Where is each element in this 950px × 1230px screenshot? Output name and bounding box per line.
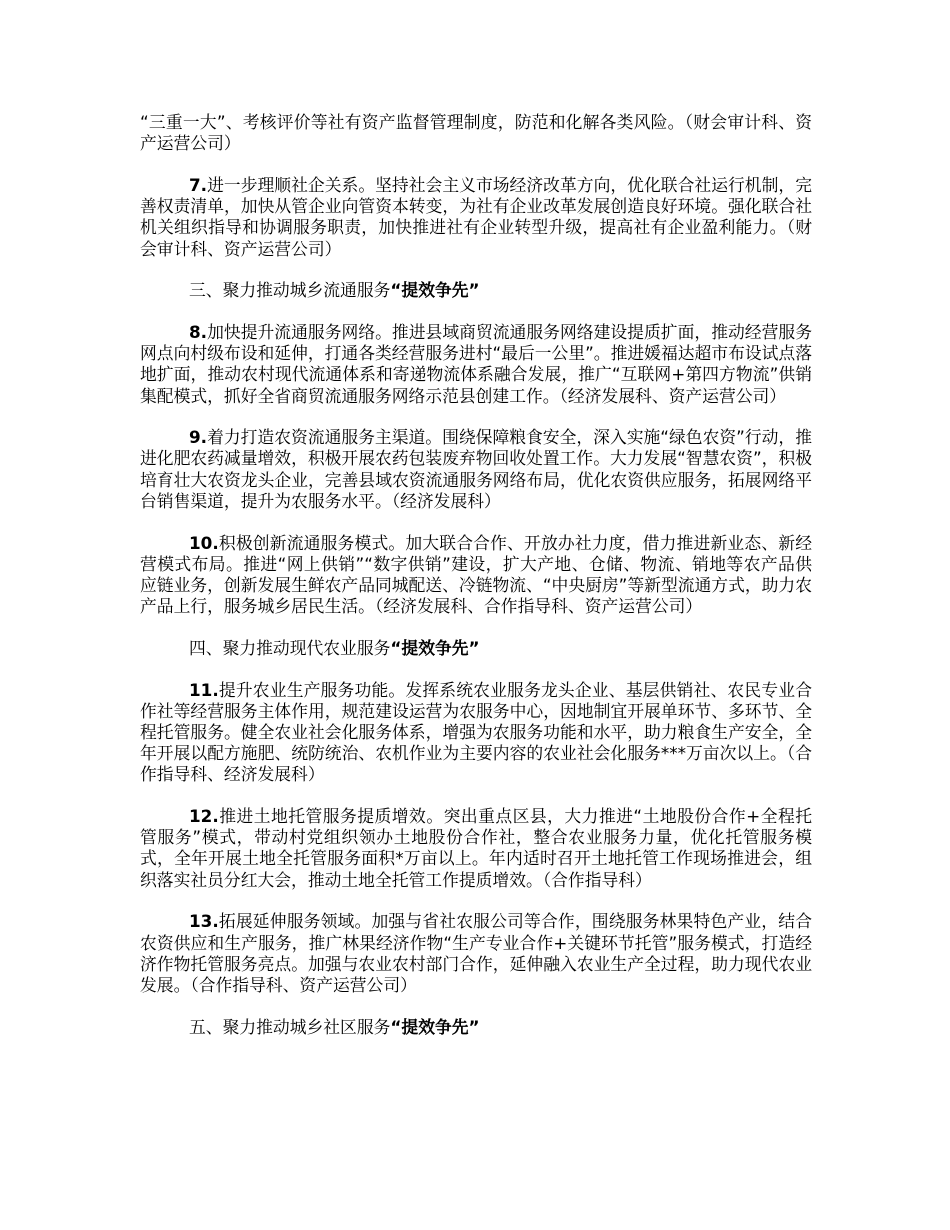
heading-text: 五、聚力推动城乡社区服务	[189, 1016, 391, 1037]
heading-emphasis: “提效争先”	[390, 280, 480, 301]
section-heading-4	[140, 638, 812, 659]
paragraph-text: 着力打造农资流通服务主渠道。围绕保障粮食安全，深入实施“绿色农资”行动，推进化肥农药减量增效，积极开展农药包装废弃物回收处置工作。大力发展“智慧农资”，积极培育壮大农资龙头企业，完善县域农资流通服务网络布局，优化农资供应服务，拓展网络平台销售渠道，提升为农服务水平。（经济发展科）	[140, 427, 812, 511]
item-number: 13.	[189, 911, 219, 932]
paragraph-text: “三重一大”、考核评价等社有资产监督管理制度，防范和化解各类风险。（财会审计科、资产运营公司）	[140, 112, 812, 154]
paragraph-text: 拓展延伸服务领域。加强与省社农服公司等合作，围绕服务林果特色产业，结合农资供应和生产服务，推广林果经济作物“生产专业合作+关键环节托管”服务模式，打造经济作物托管服务亮点。加强与农业农村部门合作，延伸融入农业生产全过程，助力现代农业发展。（合作指导科、资产运营公司）	[140, 911, 812, 995]
heading-emphasis: “提效争先”	[390, 637, 480, 658]
paragraph-text: 提升农业生产服务功能。发挥系统农业服务龙头企业、基层供销社、农民专业合作社等经营服务主体作用，规范建设运营为农服务中心，因地制宜开展单环节、多环节、全程托管服务。健全农业社会化服务体系，增强为农服务功能和水平，助力粮食生产安全，全年开展以配方施肥、统防统治、农机作业为主要内容的农业社会化服务***万亩次以上。（合作指导科、经济发展科）	[140, 679, 812, 785]
item-number: 10.	[189, 532, 219, 553]
item-number: 9.	[189, 427, 208, 448]
item-number: 11.	[189, 679, 219, 700]
heading-emphasis: “提效争先”	[390, 1016, 480, 1037]
item-number: 8.	[189, 321, 208, 342]
paragraph-continuation	[140, 112, 812, 154]
paragraph-item-13	[140, 911, 812, 996]
paragraph-item-9	[140, 427, 812, 512]
heading-text: 三、聚力推动城乡流通服务	[189, 280, 391, 301]
heading-text: 四、聚力推动现代农业服务	[189, 637, 391, 658]
paragraph-item-10	[140, 533, 812, 618]
paragraph-text: 加快提升流通服务网络。推进县域商贸流通服务网络建设提质扩面，推动经营服务网点向村级布设和延伸，打通各类经营服务进村“最后一公里”。推进媛福达超市布设试点落地扩面，推动农村现代流通体系和寄递物流体系融合发展，推广“互联网+第四方物流”供销集配模式，抓好全省商贸流通服务网络示范县创建工作。（经济发展科、资产运营公司）	[140, 321, 812, 406]
paragraph-item-11	[140, 680, 812, 786]
paragraph-item-8	[140, 322, 812, 407]
section-heading-3	[140, 280, 812, 301]
paragraph-item-7	[140, 175, 812, 260]
paragraph-text: 进一步理顺社企关系。坚持社会主义市场经济改革方向，优化联合社运行机制，完善权责清单，加快从管企业向管资本转变，为社有企业改革发展创造良好环境。强化联合社机关组织指导和协调服务职责，加快推进社有企业转型升级，提高社有企业盈利能力。（财会审计科、资产运营公司）	[140, 174, 812, 259]
item-number: 12.	[189, 806, 219, 827]
section-heading-5	[140, 1017, 812, 1038]
item-number: 7.	[189, 174, 208, 195]
paragraph-text: 推进土地托管服务提质增效。突出重点区县，大力推进“土地股份合作+全程托管服务”模式，带动村党组织领办土地股份合作社，整合农业服务力量，优化托管服务模式，全年开展土地全托管服务面积*万亩以上。年内适时召开土地托管工作现场推进会，组织落实社员分红大会，推动土地全托管工作提质增效。（合作指导科）	[140, 806, 812, 890]
paragraph-text: 积极创新流通服务模式。加大联合合作、开放办社力度，借力推进新业态、新经营模式布局。推进“网上供销”“数字供销”建设，扩大产地、仓储、物流、销地等农产品供应链业务，创新发展生鲜农产品同城配送、冷链物流、“中央厨房”等新型流通方式，助力农产品上行，服务城乡居民生活。（经济发展科、合作指导科、资产运营公司）	[140, 532, 812, 617]
paragraph-item-12	[140, 806, 812, 891]
